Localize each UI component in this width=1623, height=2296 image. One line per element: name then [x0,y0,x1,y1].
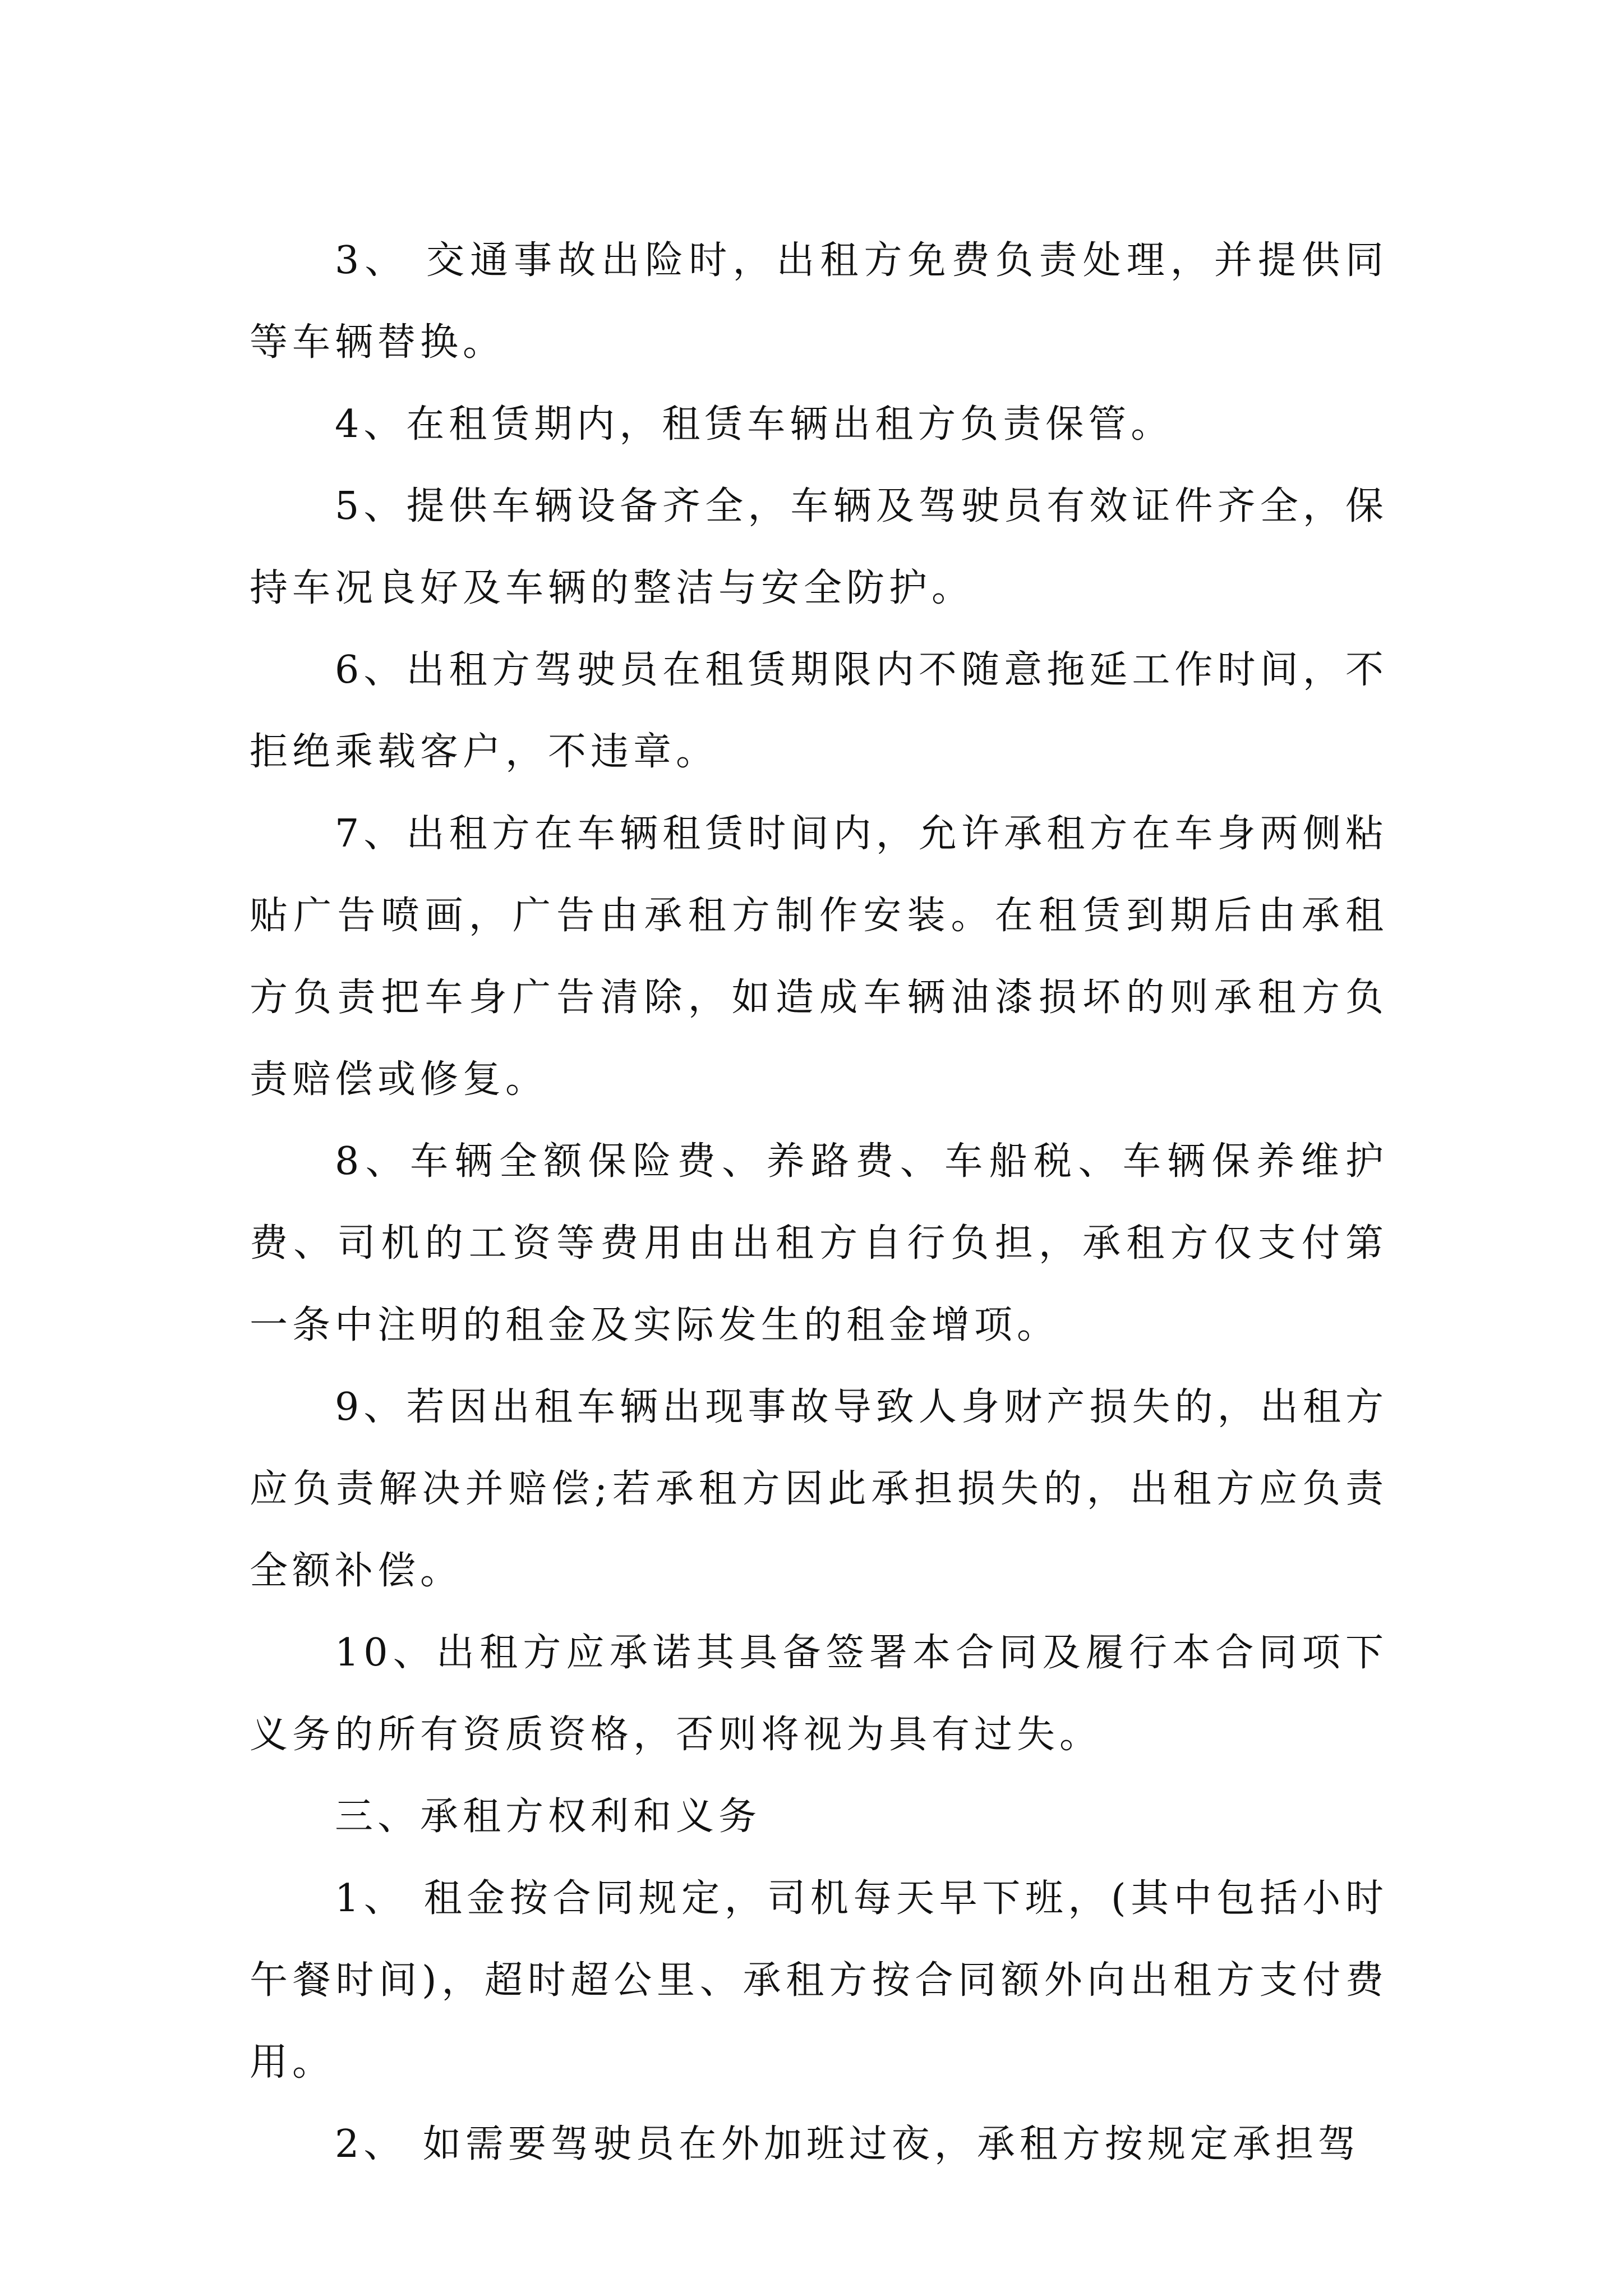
clause-9-compensation: 9、若因出租车辆出现事故导致人身财产损失的，出租方应负责解决并赔偿;若承租方因此承担损失的，出租方应负责全额补偿。 [250,1385,1388,1593]
lessee-clause-1-rent: 1、 租金按合同规定，司机每天早下班，(其中包括小时午餐时间)，超时超公里、承租方按合同额外向出租方支付费用。 [250,1876,1388,2085]
document-body [250,220,1388,2185]
section-heading-lessee-rights: 三、承租方权利和义务 [335,1795,762,1839]
clause-7-advertising: 7、出租方在车辆租赁时间内，允许承租方在车身两侧粘贴广告喷画，广告由承租方制作安装。在租赁到期后由承租方负责把车身广告清除，如造成车辆油漆损坏的则承租方负责赔偿或修复。 [250,812,1388,1102]
lessee-clause-2-overtime: 2、 如需要驾驶员在外加班过夜，承租方按规定承担驾 [335,2122,1361,2166]
clause-3-accident-handling: 3、 交通事故出险时，出租方免费负责处理，并提供同等车辆替换。 [250,238,1388,365]
clause-6-driver-conduct: 6、出租方驾驶员在租赁期限内不随意拖延工作时间，不拒绝乘载客户，不违章。 [250,648,1388,774]
clause-10-qualification: 10、出租方应承诺其具备签署本合同及履行本合同项下义务的所有资质资格，否则将视为具有过失。 [250,1631,1388,1757]
clause-4-custody: 4、在租赁期内，租赁车辆出租方负责保管。 [335,402,1174,447]
clause-8-fees: 8、车辆全额保险费、养路费、车船税、车辆保养维护费、司机的工资等费用由出租方自行负担，承租方仅支付第一条中注明的租金及实际发生的租金增项。 [250,1139,1388,1347]
clause-5-equipment: 5、提供车辆设备齐全，车辆及驾驶员有效证件齐全，保持车况良好及车辆的整洁与安全防护。 [250,484,1388,610]
